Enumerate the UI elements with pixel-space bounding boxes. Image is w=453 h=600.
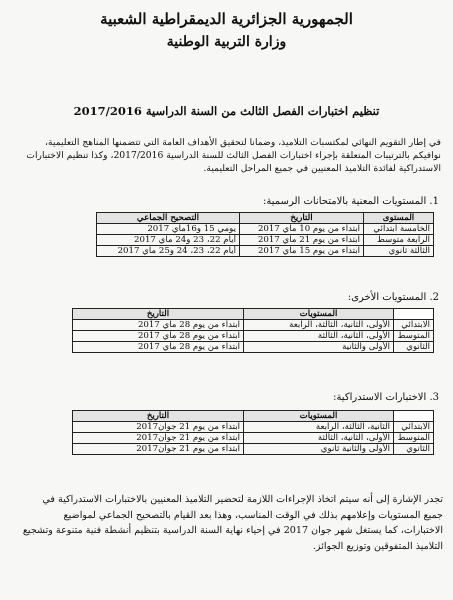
column-header: التاريخ xyxy=(240,213,364,224)
table-cell: الأولى، الثانية، الثالثة، الرابعة xyxy=(244,320,394,331)
table-row xyxy=(73,342,434,353)
table-cell: الخامسة ابتدائي xyxy=(364,224,434,235)
table-row xyxy=(73,444,434,455)
makeup-exams-table xyxy=(72,410,434,455)
table-row xyxy=(97,246,434,257)
table-row xyxy=(97,235,434,246)
closing-line: التلاميذ المتفوقين وتوزيع الجوائز. xyxy=(312,540,443,552)
table-cell: ابتداء من يوم 21 جوان2017 xyxy=(73,422,244,433)
table-cell: الثانوي xyxy=(394,444,434,455)
table-cell: الأولى، الثانية، الثالثة xyxy=(244,433,394,444)
section1-heading: 1. المستويات المعنية بالامتحانات الرسمية: xyxy=(263,196,439,207)
table-cell: الثالثة ثانوي xyxy=(364,246,434,257)
table-header-row xyxy=(97,213,434,224)
column-header: المستويات xyxy=(244,309,394,320)
table-cell: المتوسط xyxy=(394,331,434,342)
closing-line: تجدر الإشارة إلى أنه سيتم اتخاذ الإجراءات اللازمة لتحضير التلاميذ المعنيين بالاختبارات الاستدراكية في xyxy=(42,494,443,505)
intro-line: في إطار التقويم النهائي لمكتسبات التلاميذ، وضمانا لتحقيق الأهداف العامة التي تتضمنها المناهج التعليمية، xyxy=(45,137,441,148)
table-cell: الأولى، الثانية، الثالثة xyxy=(244,331,394,342)
table-cell: ابتداء من يوم 15 ماي 2017 xyxy=(240,246,364,257)
table-cell: ابتداء من يوم 10 ماي 2017 xyxy=(240,224,364,235)
table-cell: يومي 15 و16ماي 2017 xyxy=(97,224,240,235)
column-header: التاريخ xyxy=(73,309,244,320)
column-header xyxy=(394,411,434,422)
table-cell: الرابعة متوسط xyxy=(364,235,434,246)
column-header xyxy=(394,309,434,320)
table-cell: أيام 22، 23 و24 ماي 2017 xyxy=(97,235,240,246)
table-cell: ابتداء من يوم 21 جوان2017 xyxy=(73,444,244,455)
table-cell: الابتدائي xyxy=(394,320,434,331)
table-cell: ابتداء من يوم 28 ماي 2017 xyxy=(73,342,244,353)
intro-line: الاستدراكية لفائدة التلاميذ المعنيين في جميع المراحل التعليمية. xyxy=(203,163,441,174)
intro-line: نوافيكم بالترتيبات المتعلقة بإجراء اختبارات الفصل الثالث للسنة الدراسية 2017/2016، وكذا تنظيم الاختبارات xyxy=(26,150,441,161)
table-row xyxy=(73,331,434,342)
table-cell: الأولى والثانية ثانوي xyxy=(244,444,394,455)
table-cell: ابتداء من يوم 28 ماي 2017 xyxy=(73,331,244,342)
closing-line: جميع المستويات وإعلامهم بذلك في الوقت المناسب، وهذا بعد القيام بالتصحيح الجماعي لمواضيع xyxy=(63,509,443,521)
table-cell: الابتدائي xyxy=(394,422,434,433)
official-exams-table xyxy=(96,212,434,257)
section3-heading: 3. الاختبارات الاستدراكية: xyxy=(333,392,439,403)
table-cell: ابتداء من يوم 21 ماي 2017 xyxy=(240,235,364,246)
closing-line: الاختبارات، كما يستغل شهر جوان 2017 في إحياء نهاية السنة الدراسية بتنظيم أنشطة فنية متنوعة وتشجيع xyxy=(22,525,443,536)
table-cell: المتوسط xyxy=(394,433,434,444)
other-levels-table xyxy=(72,308,434,353)
table-header-row xyxy=(73,411,434,422)
table-cell: الثانوي xyxy=(394,342,434,353)
section2-heading: 2. المستويات الأخرى: xyxy=(347,292,439,303)
table-cell: ابتداء من يوم 28 ماي 2017 xyxy=(73,320,244,331)
column-header: المستوى xyxy=(364,213,434,224)
table-cell: أيام 22، 23، 24 و25 ماي 2017 xyxy=(97,246,240,257)
column-header: التصحيح الجماعي xyxy=(97,213,240,224)
table-row xyxy=(73,320,434,331)
table-row xyxy=(97,224,434,235)
table-cell: الثانية، الثالثة، الرابعة xyxy=(244,422,394,433)
republic-header: الجمهورية الجزائرية الديمقراطية الشعبية xyxy=(100,10,353,28)
table-header-row xyxy=(73,309,434,320)
table-row xyxy=(73,433,434,444)
closing-paragraph xyxy=(10,492,443,554)
table-cell: ابتداء من يوم 21 جوان2017 xyxy=(73,433,244,444)
ministry-header: وزارة التربية الوطنية xyxy=(166,34,287,50)
column-header: التاريخ xyxy=(73,411,244,422)
table-row xyxy=(73,422,434,433)
table-cell: الأولى والثانية xyxy=(244,342,394,353)
column-header: المستويات xyxy=(244,411,394,422)
intro-paragraph xyxy=(12,136,441,175)
document-title: تنظيم اختبارات الفصل الثالث من السنة الدراسية 2017/2016 xyxy=(73,104,380,118)
